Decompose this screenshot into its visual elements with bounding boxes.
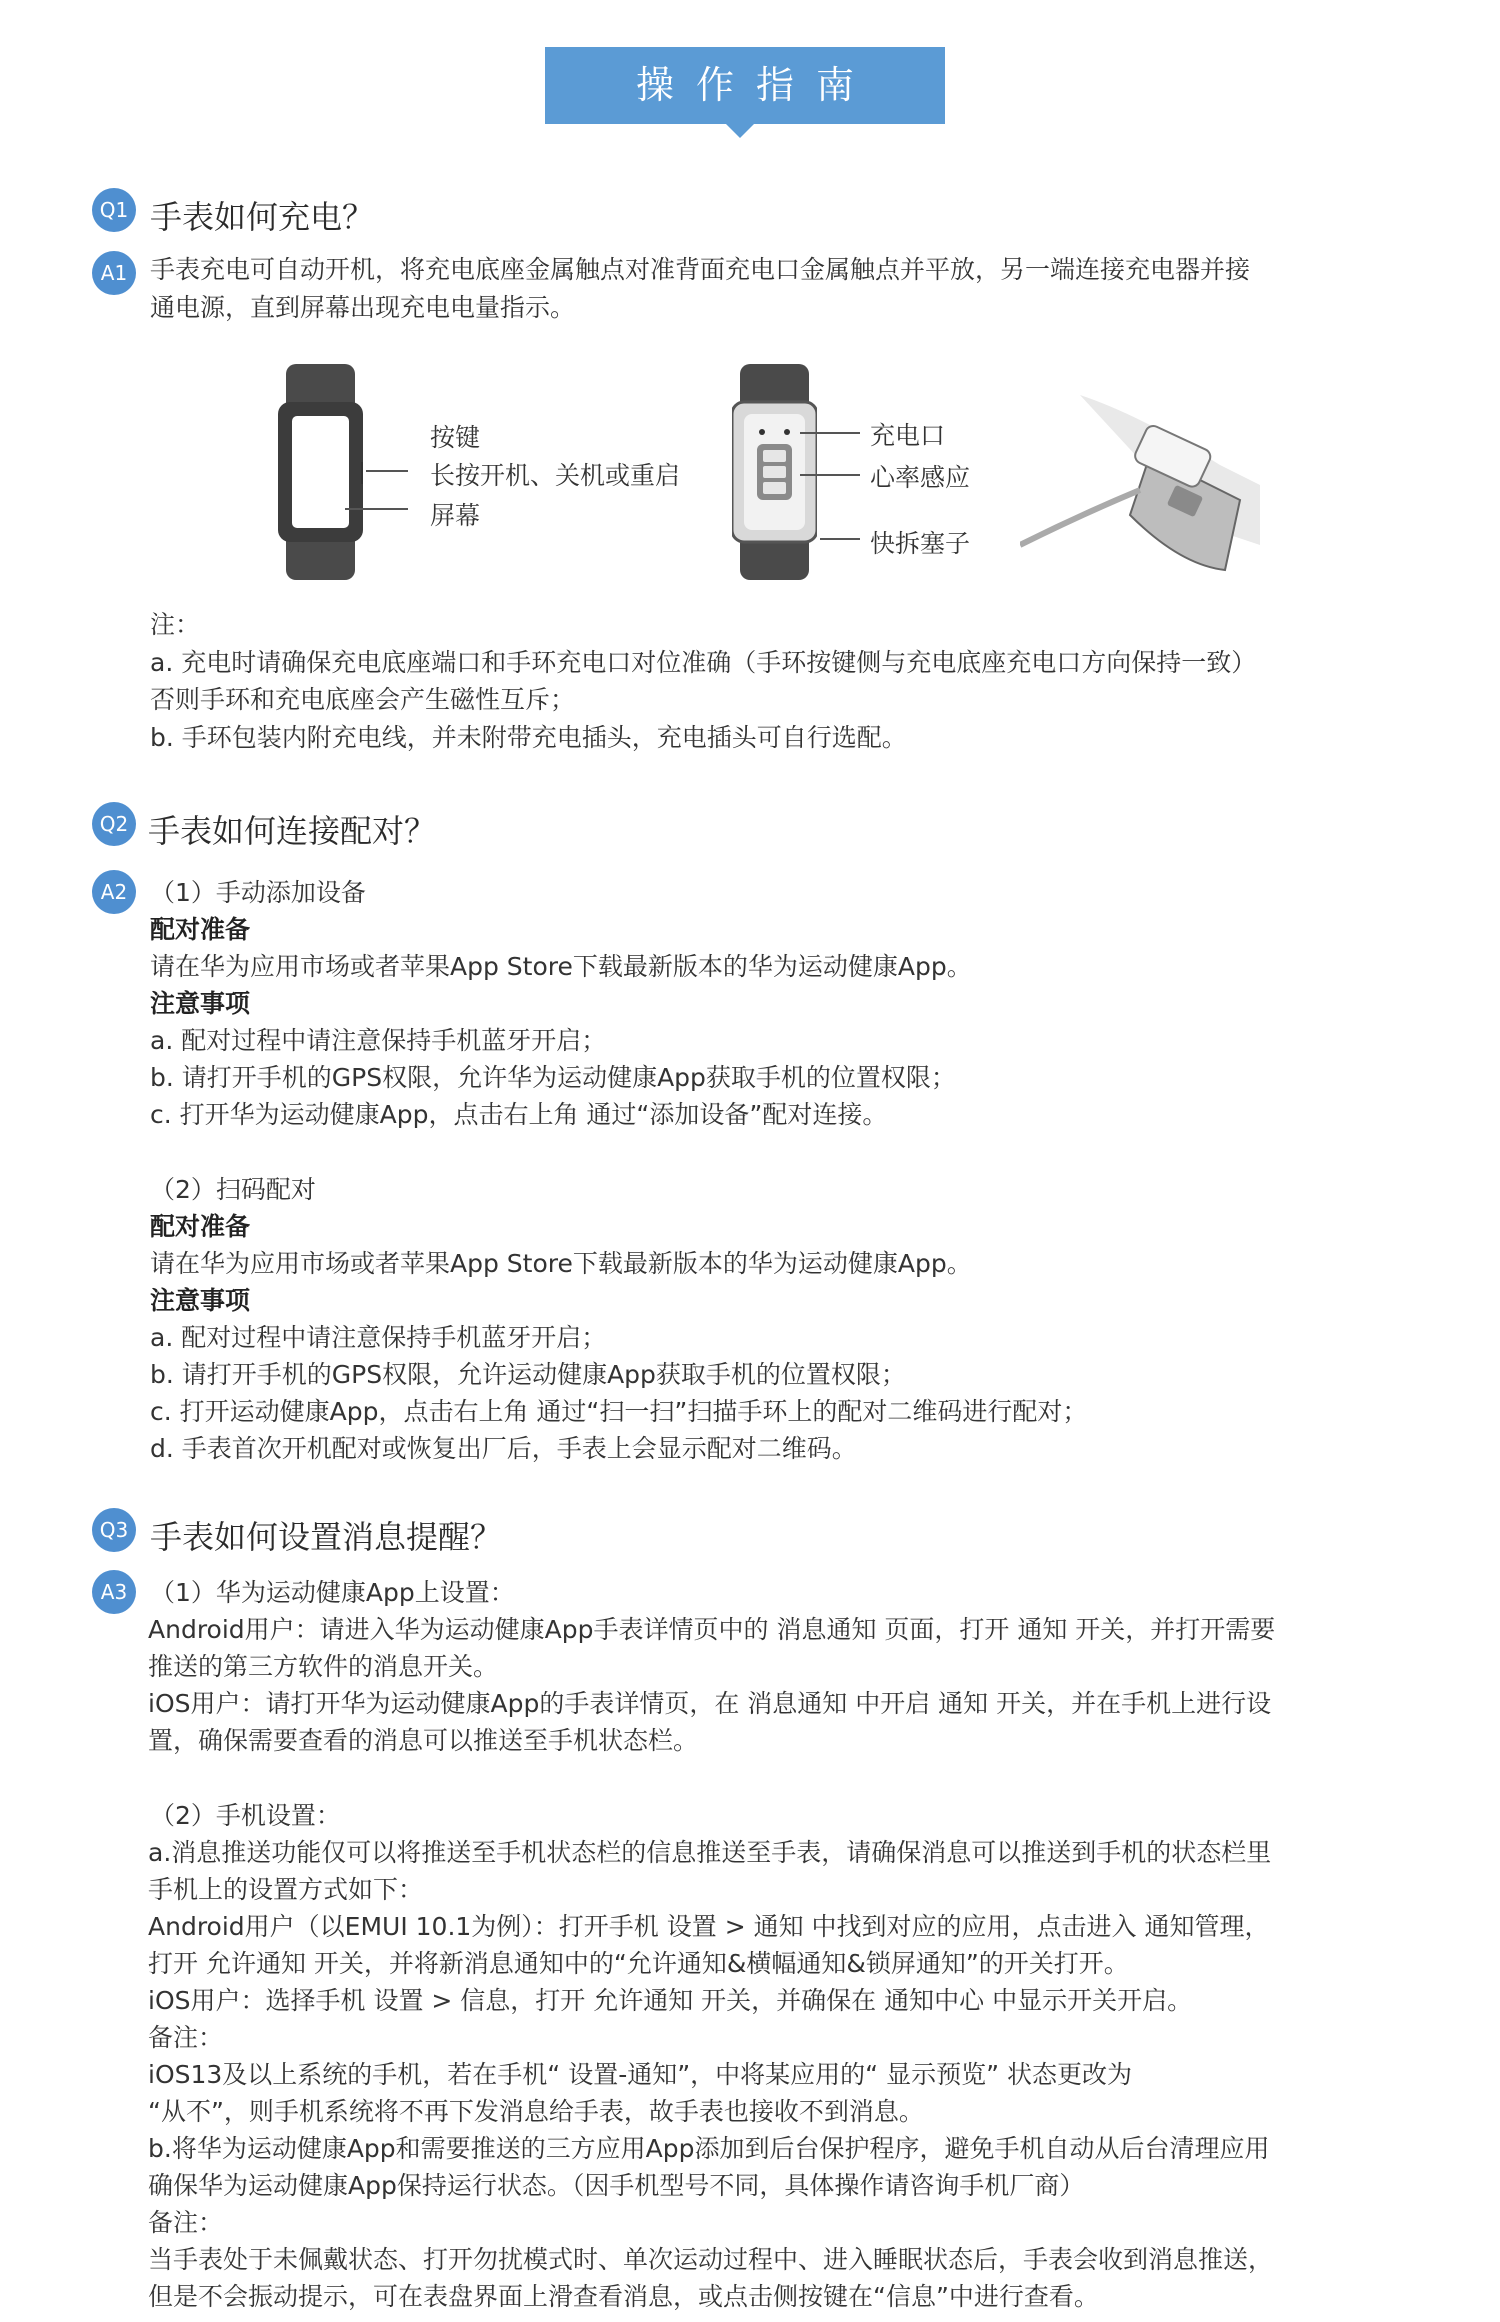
q1-badge: Q1 <box>92 188 136 232</box>
a3-line-1: Android用户：请进入华为运动健康App手表详情页中的 消息通知 页面，打开 通知 开关，并打开需要 <box>148 1615 1276 1644</box>
a3-line-11: iOS用户：选择手机 设置 > 信息，打开 允许通知 开关，并确保在 通知中心 中显示开关开启。 <box>148 1986 1193 2015</box>
guide-banner: 操作指南 <box>545 47 945 124</box>
q2-badge: Q2 <box>92 802 136 846</box>
a3-line-6: （2）手机设置： <box>150 1801 341 1830</box>
a2-line-10: 请在华为应用市场或者苹果App Store下载最新版本的华为运动健康App。 <box>150 1249 972 1278</box>
leader-screen <box>345 508 408 510</box>
a2-line-8: （2）扫码配对 <box>150 1175 316 1204</box>
a2-line-2: 请在华为应用市场或者苹果App Store下载最新版本的华为运动健康App。 <box>150 952 972 981</box>
charging-dock-illustration <box>1020 395 1260 575</box>
a3-line-14: “从不”，则手机系统将不再下发消息给手表，故手表也接收不到消息。 <box>148 2097 924 2126</box>
a3-line-9: Android用户（以EMUI 10.1为例）：打开手机 设置 > 通知 中找到对应的应用，点击进入 通知管理， <box>148 1912 1270 1941</box>
a1-badge: A1 <box>92 251 136 295</box>
a3-line-17: 备注： <box>148 2208 224 2237</box>
a2-line-0: （1）手动添加设备 <box>150 878 366 907</box>
a3-line-10: 打开 允许通知 开关，并将新消息通知中的“允许通知&横幅通知&锁屏通知”的开关打开。 <box>148 1949 1129 1978</box>
a3-line-16: 确保华为运动健康App保持运行状态。（因手机型号不同，具体操作请咨询手机厂商） <box>148 2171 1085 2200</box>
a1-line-1: 手表充电可自动开机，将充电底座金属触点对准背面充电口金属触点并平放，另一端连接充电器并接 <box>150 255 1251 284</box>
a2-line-3: 注意事项 <box>150 989 251 1018</box>
q1-note-3: b. 手环包装内附充电线，并未附带充电插头，充电插头可自行选配。 <box>150 723 907 752</box>
a2-badge: A2 <box>92 870 136 914</box>
q3-title: 手表如何设置消息提醒？ <box>150 1518 503 1556</box>
q2-title: 手表如何连接配对？ <box>148 812 437 850</box>
a2-line-9: 配对准备 <box>150 1212 251 1241</box>
a2-line-12: a. 配对过程中请注意保持手机蓝牙开启； <box>150 1323 607 1352</box>
q1-note-1: a. 充电时请确保充电底座端口和手环充电口对位准确（手环按键侧与充电底座充电口方向保持一致） <box>150 648 1257 677</box>
a2-line-6: c. 打开华为运动健康App，点击右上角 通过“添加设备”配对连接。 <box>150 1100 888 1129</box>
a2-line-4: a. 配对过程中请注意保持手机蓝牙开启； <box>150 1026 607 1055</box>
a3-line-15: b.将华为运动健康App和需要推送的三方应用App添加到后台保护程序，避免手机自动从后台清理应用 <box>148 2134 1270 2163</box>
label-button: 按键 <box>430 423 481 452</box>
a1-line-2: 通电源，直到屏幕出现充电电量指示。 <box>150 293 576 322</box>
q1-title: 手表如何充电？ <box>150 198 375 236</box>
a3-line-19: 但是不会振动提示，可在表盘界面上滑查看消息，或点击侧按键在“信息”中进行查看。 <box>148 2282 1099 2311</box>
q1-note-2: 否则手环和充电底座会产生磁性互斥； <box>150 685 576 714</box>
band-front-illustration <box>278 364 363 580</box>
leader-quick-release <box>820 538 860 540</box>
label-long-press: 长按开机、关机或重启 <box>430 461 681 490</box>
leader-button <box>366 470 408 472</box>
a3-badge: A3 <box>92 1570 136 1614</box>
a3-line-0: （1）华为运动健康App上设置： <box>150 1578 515 1607</box>
label-screen: 屏幕 <box>430 501 481 530</box>
label-heart-rate: 心率感应 <box>870 463 971 492</box>
a3-line-3: iOS用户：请打开华为运动健康App的手表详情页，在 消息通知 中开启 通知 开关，并在手机上进行设 <box>148 1689 1272 1718</box>
a3-line-8: 手机上的设置方式如下： <box>148 1875 424 1904</box>
a3-line-18: 当手表处于未佩戴状态、打开勿扰模式时、单次运动过程中、进入睡眠状态后，手表会收到消息推送， <box>148 2245 1274 2274</box>
label-charge-port: 充电口 <box>870 421 946 450</box>
q3-badge: Q3 <box>92 1508 136 1552</box>
a2-line-1: 配对准备 <box>150 915 251 944</box>
a2-line-15: d. 手表首次开机配对或恢复出厂后，手表上会显示配对二维码。 <box>150 1434 857 1463</box>
a3-line-7: a.消息推送功能仅可以将推送至手机状态栏的信息推送至手表，请确保消息可以推送到手机的状态栏里 <box>148 1838 1272 1867</box>
a2-line-13: b. 请打开手机的GPS权限，允许运动健康App获取手机的位置权限； <box>150 1360 906 1389</box>
banner-pointer <box>726 124 754 138</box>
a3-line-4: 置，确保需要查看的消息可以推送至手机状态栏。 <box>148 1726 699 1755</box>
leader-heart-rate <box>800 474 860 476</box>
a3-line-2: 推送的第三方软件的消息开关。 <box>148 1652 499 1681</box>
a3-line-13: iOS13及以上系统的手机，若在手机“ 设置-通知”，中将某应用的“ 显示预览” 状态更改为 <box>148 2060 1132 2089</box>
a2-line-14: c. 打开运动健康App，点击右上角 通过“扫一扫”扫描手环上的配对二维码进行配对； <box>150 1397 1088 1426</box>
q1-note-0: 注： <box>150 610 201 639</box>
leader-charge-port <box>800 432 860 434</box>
a2-line-11: 注意事项 <box>150 1286 251 1315</box>
a3-line-12: 备注： <box>148 2023 224 2052</box>
band-back-illustration <box>732 364 817 580</box>
label-quick-release: 快拆塞子 <box>870 529 971 558</box>
a2-line-5: b. 请打开手机的GPS权限，允许华为运动健康App获取手机的位置权限； <box>150 1063 956 1092</box>
